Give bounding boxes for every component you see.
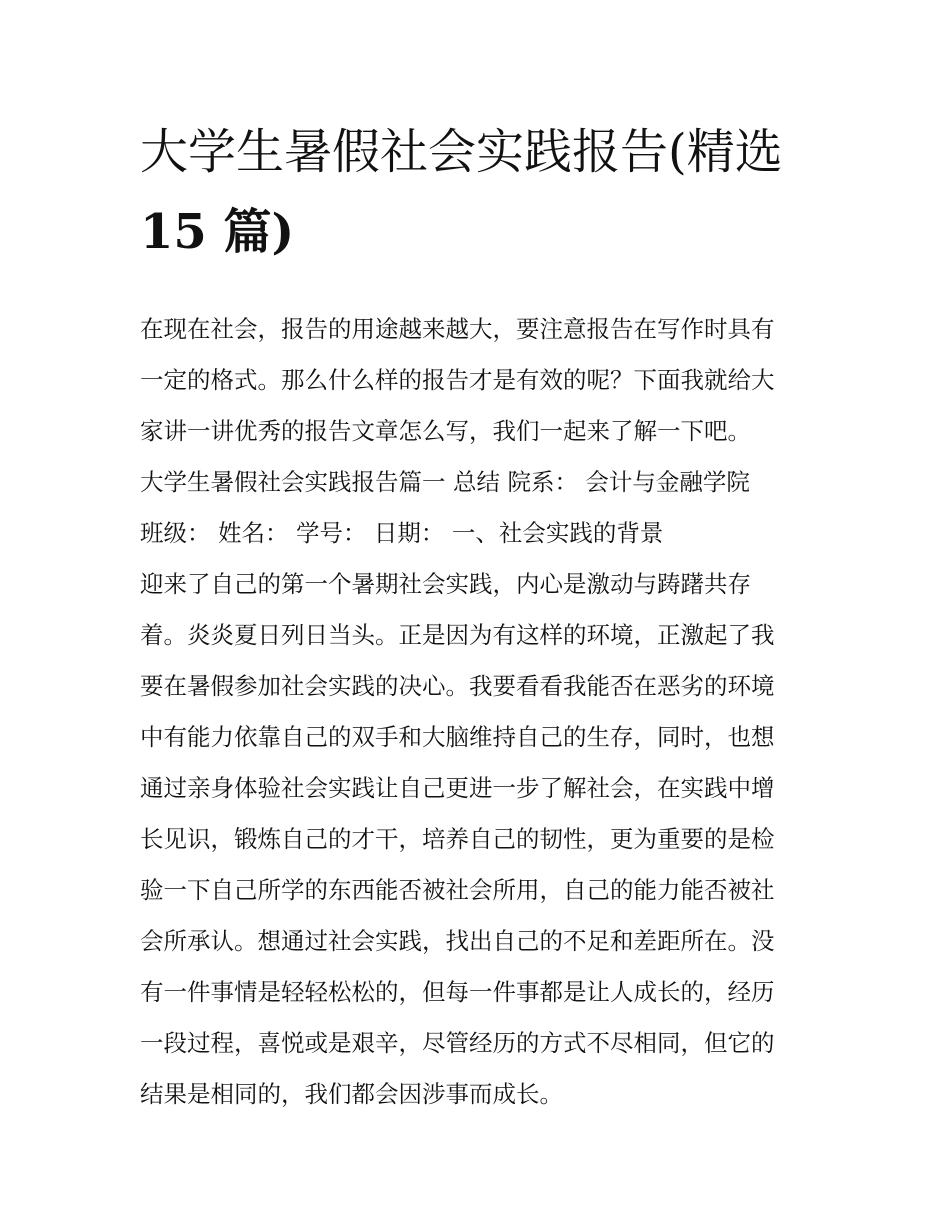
- body-line: 要在暑假参加社会实践的决心。我要看看我能否在恶劣的环境: [140, 672, 775, 700]
- document-title: [140, 112, 812, 272]
- body-line: 验一下自己所学的东西能否被社会所用，自己的能力能否被社: [140, 876, 775, 904]
- title-line-2: 15 篇): [140, 204, 295, 260]
- body-line: 一段过程，喜悦或是艰辛，尽管经历的方式不尽相同，但它的: [140, 1029, 775, 1057]
- body-line: 迎来了自己的第一个暑期社会实践，内心是激动与踌躇共存: [140, 570, 751, 598]
- body-line: 通过亲身体验社会实践让自己更进一步了解社会，在实践中增: [140, 774, 775, 802]
- body-line: 一定的格式。那么什么样的报告才是有效的呢？下面我就给大: [140, 366, 775, 394]
- body-line: 班级： 姓名： 学号： 日期： 一、社会实践的背景: [140, 519, 664, 547]
- body-line: 着。炎炎夏日列日当头。正是因为有这样的环境，正激起了我: [140, 621, 775, 649]
- body-line: 中有能力依靠自己的双手和大脑维持自己的生存，同时，也想: [140, 723, 775, 751]
- body-line: 大学生暑假社会实践报告篇一 总结 院系： 会计与金融学院: [140, 468, 750, 496]
- body-line: 长见识，锻炼自己的才干，培养自己的韧性，更为重要的是检: [140, 825, 775, 853]
- body-line: 结果是相同的，我们都会因涉事而成长。: [140, 1080, 563, 1108]
- document-body: [140, 304, 812, 1120]
- title-line-1: 大学生暑假社会实践报告(精选: [140, 124, 783, 180]
- body-line: 家讲一讲优秀的报告文章怎么写，我们一起来了解一下吧。: [140, 417, 751, 445]
- body-line: 在现在社会，报告的用途越来越大，要注意报告在写作时具有: [140, 315, 775, 343]
- document-page: [140, 112, 812, 1120]
- body-line: 有一件事情是轻轻松松的，但每一件事都是让人成长的，经历: [140, 978, 775, 1006]
- body-line: 会所承认。想通过社会实践，找出自己的不足和差距所在。没: [140, 927, 775, 955]
